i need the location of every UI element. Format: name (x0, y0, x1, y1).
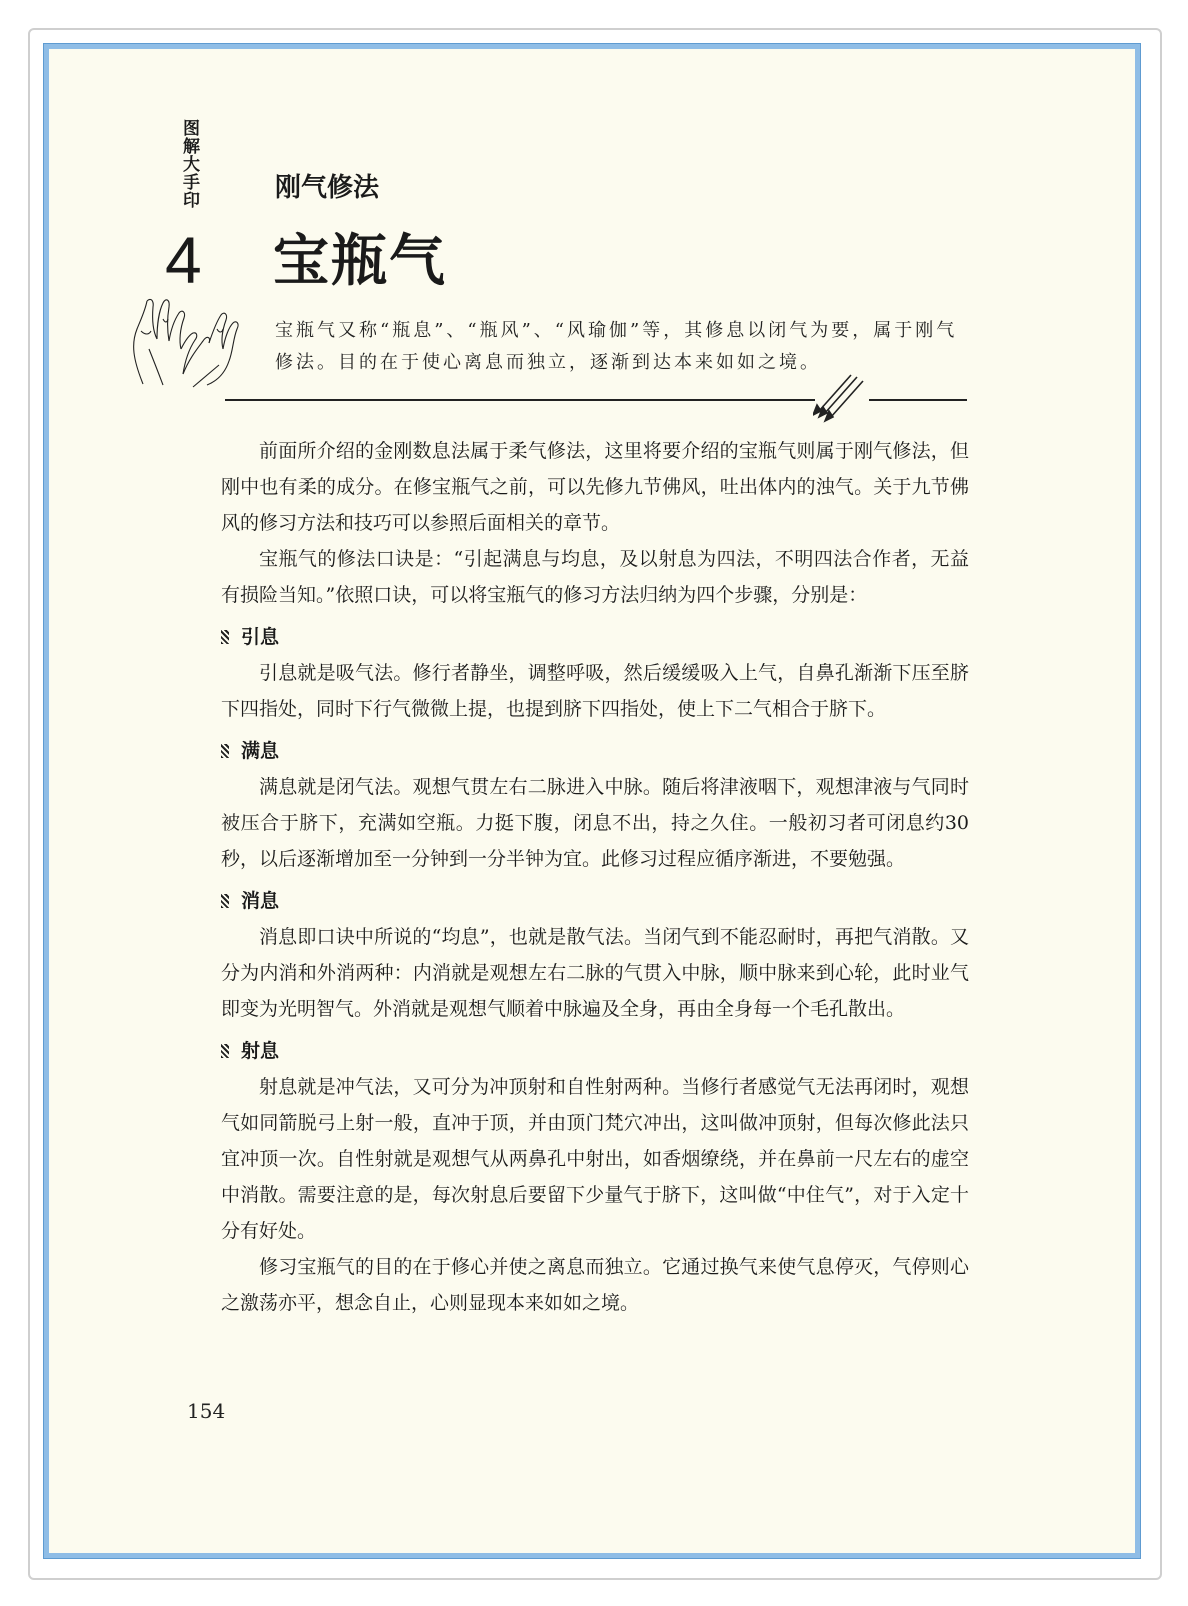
chapter-number: 4 (165, 223, 202, 297)
page-frame (44, 44, 1140, 1558)
section-marker-icon (221, 630, 229, 644)
divider-line-right (869, 399, 967, 401)
divider-line-left (225, 399, 815, 401)
paragraph: 引息就是吸气法。修行者静坐，调整呼吸，然后缓缓吸入上气，自鼻孔渐渐下压至脐下四指处，同时下行气微微上提，也提到脐下四指处，使上下二气相合于脐下。 (221, 662, 969, 720)
mudra-hands-illustration (123, 289, 253, 389)
section-heading-xiaoxi (221, 883, 969, 919)
section-marker-icon (221, 744, 229, 758)
paragraph: 修习宝瓶气的目的在于修心并使之离息而独立。它通过换气来使气息停灭，气停则心之激荡亦平，想念自止，心则显现本来如如之境。 (221, 1256, 969, 1314)
intro-text: 宝瓶气又称“瓶息”、“瓶风”、“风瑜伽”等，其修息以闭气为要，属于刚气修法。目的在于使心离息而独立，逐渐到达本来如如之境。 (275, 320, 958, 373)
section-heading-text: 射息 (241, 1040, 280, 1062)
section-heading-text: 满息 (241, 740, 280, 762)
section-subtitle: 刚气修法 (275, 173, 380, 203)
body-text (221, 433, 969, 1321)
paragraph: 宝瓶气的修法口诀是：“引起满息与均息，及以射息为四法，不明四法合作者，无益有损险当知。”依照口诀，可以将宝瓶气的修习方法归纳为四个步骤，分别是： (221, 548, 969, 606)
section-heading-shexi (221, 1033, 969, 1069)
paragraph: 满息就是闭气法。观想气贯左右二脉进入中脉。随后将津液咽下，观想津液与气同时被压合于脐下，充满如空瓶。力挺下腹，闭息不出，持之久住。一般初习者可闭息约30秒，以后逐渐增加至一分钟到一分半钟为宜。此修习过程应循序渐进，不要勉强。 (221, 776, 969, 870)
paragraph: 射息就是冲气法，又可分为冲顶射和自性射两种。当修行者感觉气无法再闭时，观想气如同箭脱弓上射一般，直冲于顶，并由顶门梵穴冲出，这叫做冲顶射，但每次修此法只宜冲顶一次。自性射就是观想气从两鼻孔中射出，如香烟缭绕，并在鼻前一尺左右的虚空中消散。需要注意的是，每次射息后要留下少量气于脐下，这叫做“中住气”，对于入定十分有好处。 (221, 1076, 969, 1242)
section-marker-icon (221, 1044, 229, 1058)
book-series-title: 图解大手印 (179, 119, 199, 209)
section-heading-text: 引息 (241, 626, 280, 648)
section-heading-manxi (221, 733, 969, 769)
section-heading-text: 消息 (241, 890, 280, 912)
paragraph: 消息即口诀中所说的“均息”，也就是散气法。当闭气到不能忍耐时，再把气消散。又分为内消和外消两种：内消就是观想左右二脉的气贯入中脉，顺中脉来到心轮，此时业气即变为光明智气。外消就是观想气顺着中脉遍及全身，再由全身每一个毛孔散出。 (221, 926, 969, 1020)
book-page (49, 49, 1135, 1553)
section-marker-icon (221, 894, 229, 908)
page-title: 宝瓶气 (273, 228, 447, 294)
page-number: 154 (187, 1399, 226, 1423)
section-heading-yinxi (221, 619, 969, 655)
paragraph: 前面所介绍的金刚数息法属于柔气修法，这里将要介绍的宝瓶气则属于刚气修法，但刚中也有柔的成分。在修宝瓶气之前，可以先修九节佛风，吐出体内的浊气。关于九节佛风的修习方法和技巧可以参照后面相关的章节。 (221, 440, 969, 534)
arrows-icon (813, 373, 869, 423)
